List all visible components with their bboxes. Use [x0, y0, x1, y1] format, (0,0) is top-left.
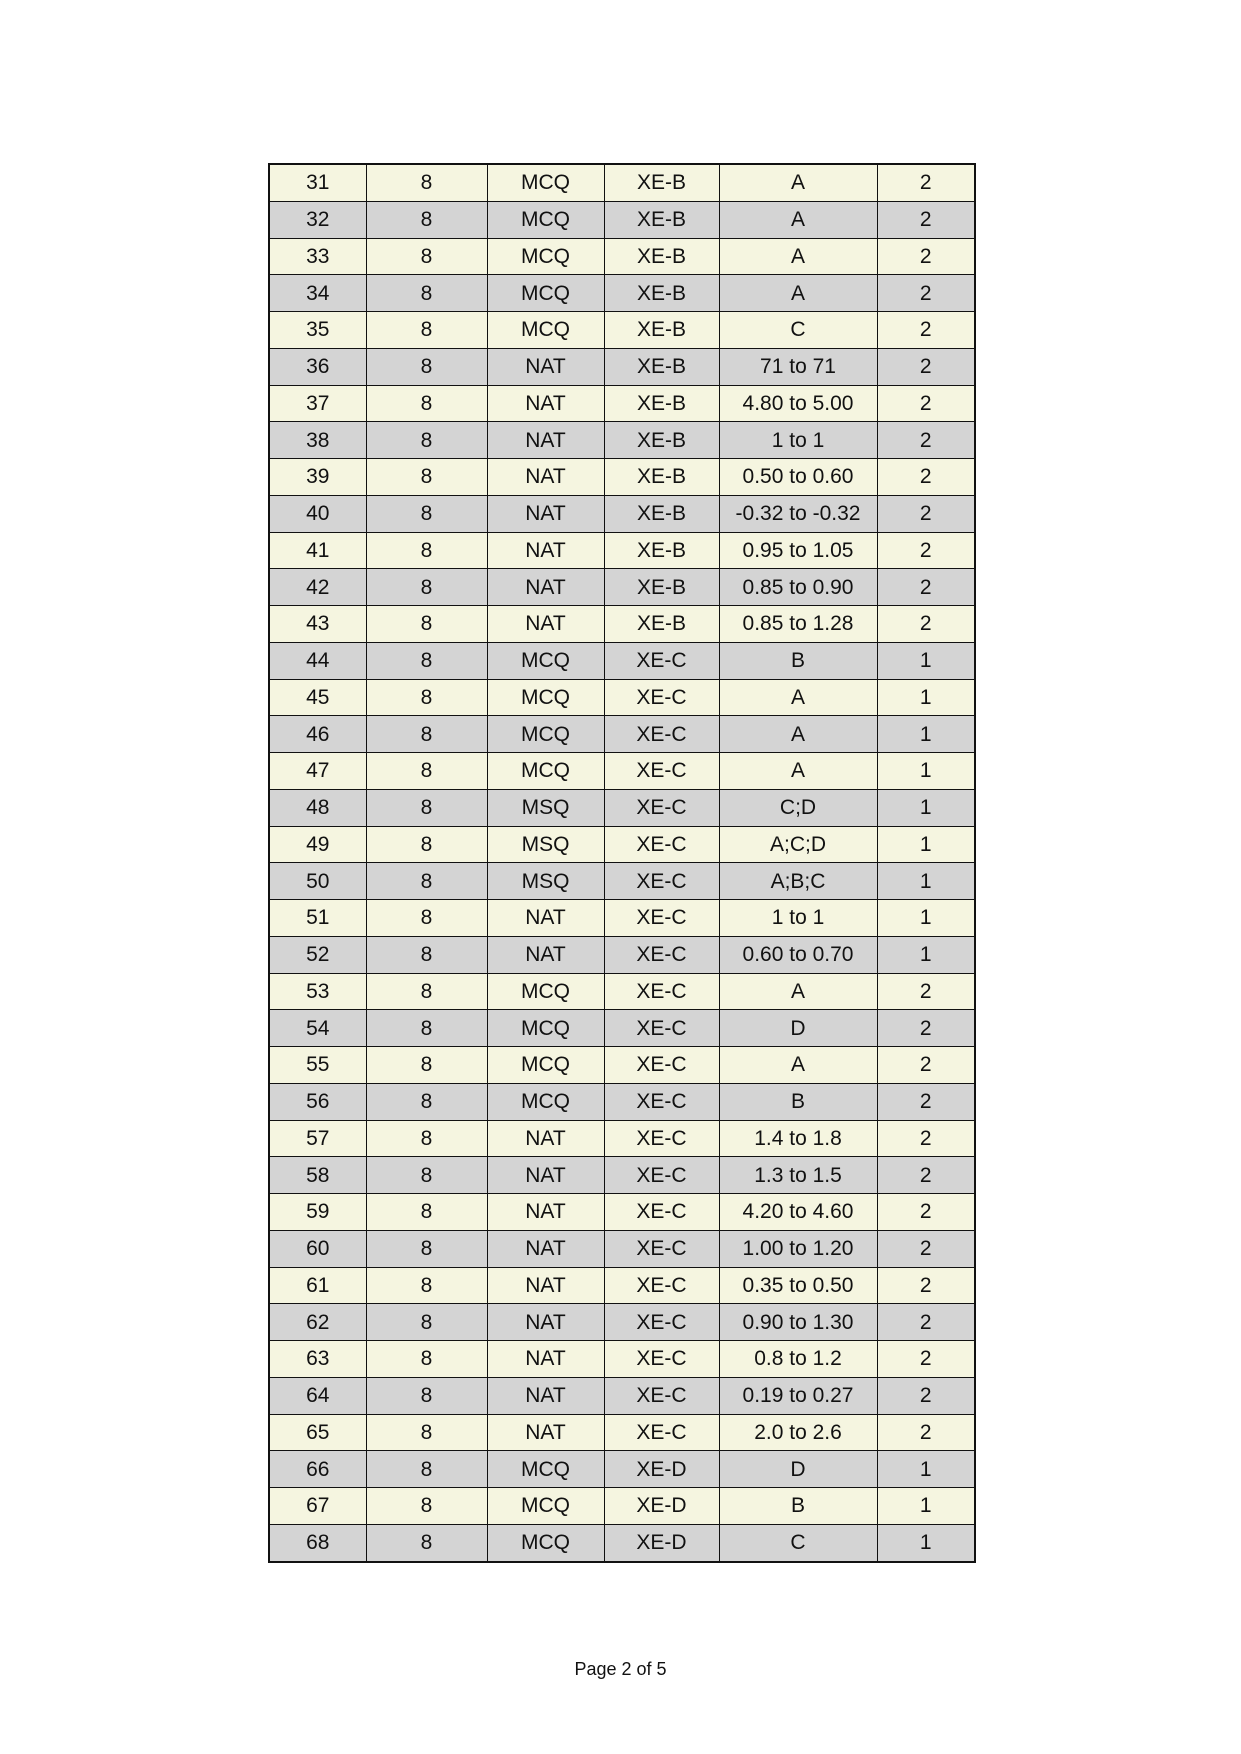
- answer-key-cell: 0.85 to 0.90: [719, 569, 877, 606]
- table-row: [269, 1377, 975, 1414]
- answer-key-cell: A;C;D: [719, 826, 877, 863]
- question-type-cell: NAT: [487, 1194, 604, 1231]
- marks-cell: 1: [877, 1488, 975, 1525]
- question-number-cell: 45: [269, 679, 366, 716]
- marks-cell: 2: [877, 1047, 975, 1084]
- session-cell: 8: [366, 1194, 487, 1231]
- session-cell: 8: [366, 275, 487, 312]
- table-row: [269, 1194, 975, 1231]
- marks-cell: 2: [877, 1194, 975, 1231]
- table-row: [269, 826, 975, 863]
- session-cell: 8: [366, 385, 487, 422]
- question-type-cell: MCQ: [487, 238, 604, 275]
- question-number-cell: 52: [269, 936, 366, 973]
- answer-key-cell: -0.32 to -0.32: [719, 495, 877, 532]
- marks-cell: 2: [877, 385, 975, 422]
- answer-key-cell: 4.80 to 5.00: [719, 385, 877, 422]
- section-cell: XE-C: [604, 1083, 719, 1120]
- question-type-cell: NAT: [487, 606, 604, 643]
- table-row: [269, 495, 975, 532]
- question-type-cell: NAT: [487, 1341, 604, 1378]
- marks-cell: 2: [877, 1267, 975, 1304]
- question-number-cell: 34: [269, 275, 366, 312]
- question-number-cell: 33: [269, 238, 366, 275]
- marks-cell: 1: [877, 642, 975, 679]
- question-type-cell: MCQ: [487, 973, 604, 1010]
- marks-cell: 1: [877, 716, 975, 753]
- marks-cell: 1: [877, 1451, 975, 1488]
- session-cell: 8: [366, 716, 487, 753]
- marks-cell: 2: [877, 1377, 975, 1414]
- answer-key-cell: 1.4 to 1.8: [719, 1120, 877, 1157]
- question-type-cell: NAT: [487, 1304, 604, 1341]
- question-number-cell: 61: [269, 1267, 366, 1304]
- table-row: [269, 1157, 975, 1194]
- session-cell: 8: [366, 1524, 487, 1561]
- marks-cell: 2: [877, 238, 975, 275]
- question-type-cell: NAT: [487, 1267, 604, 1304]
- section-cell: XE-C: [604, 1047, 719, 1084]
- table-row: [269, 900, 975, 937]
- marks-cell: 2: [877, 532, 975, 569]
- question-number-cell: 54: [269, 1010, 366, 1047]
- question-type-cell: NAT: [487, 495, 604, 532]
- question-number-cell: 59: [269, 1194, 366, 1231]
- section-cell: XE-D: [604, 1451, 719, 1488]
- answer-key-cell: A: [719, 716, 877, 753]
- question-number-cell: 47: [269, 753, 366, 790]
- table-row: [269, 753, 975, 790]
- question-type-cell: MCQ: [487, 642, 604, 679]
- table-row: [269, 532, 975, 569]
- section-cell: XE-C: [604, 1377, 719, 1414]
- section-cell: XE-B: [604, 495, 719, 532]
- answer-key-cell: 1.3 to 1.5: [719, 1157, 877, 1194]
- question-number-cell: 36: [269, 348, 366, 385]
- marks-cell: 2: [877, 164, 975, 201]
- question-type-cell: MCQ: [487, 1488, 604, 1525]
- question-type-cell: NAT: [487, 1377, 604, 1414]
- question-number-cell: 35: [269, 312, 366, 349]
- table-row: [269, 385, 975, 422]
- section-cell: XE-B: [604, 312, 719, 349]
- session-cell: 8: [366, 606, 487, 643]
- answer-key-cell: A;B;C: [719, 863, 877, 900]
- answer-key-table: [268, 163, 976, 1563]
- answer-key-cell: B: [719, 642, 877, 679]
- marks-cell: 2: [877, 422, 975, 459]
- question-number-cell: 57: [269, 1120, 366, 1157]
- section-cell: XE-C: [604, 1230, 719, 1267]
- answer-key-cell: A: [719, 275, 877, 312]
- question-number-cell: 39: [269, 459, 366, 496]
- marks-cell: 2: [877, 1414, 975, 1451]
- section-cell: XE-C: [604, 1194, 719, 1231]
- section-cell: XE-C: [604, 1304, 719, 1341]
- table-row: [269, 1341, 975, 1378]
- session-cell: 8: [366, 863, 487, 900]
- section-cell: XE-B: [604, 606, 719, 643]
- session-cell: 8: [366, 201, 487, 238]
- answer-key-cell: 1 to 1: [719, 900, 877, 937]
- question-type-cell: NAT: [487, 936, 604, 973]
- section-cell: XE-B: [604, 348, 719, 385]
- section-cell: XE-C: [604, 1414, 719, 1451]
- section-cell: XE-B: [604, 238, 719, 275]
- session-cell: 8: [366, 495, 487, 532]
- marks-cell: 2: [877, 569, 975, 606]
- answer-key-cell: 2.0 to 2.6: [719, 1414, 877, 1451]
- section-cell: XE-C: [604, 716, 719, 753]
- question-type-cell: MCQ: [487, 1451, 604, 1488]
- section-cell: XE-C: [604, 753, 719, 790]
- answer-key-cell: 1.00 to 1.20: [719, 1230, 877, 1267]
- question-number-cell: 44: [269, 642, 366, 679]
- question-number-cell: 64: [269, 1377, 366, 1414]
- session-cell: 8: [366, 753, 487, 790]
- section-cell: XE-C: [604, 863, 719, 900]
- question-number-cell: 42: [269, 569, 366, 606]
- session-cell: 8: [366, 1414, 487, 1451]
- marks-cell: 2: [877, 275, 975, 312]
- session-cell: 8: [366, 1304, 487, 1341]
- session-cell: 8: [366, 1341, 487, 1378]
- marks-cell: 2: [877, 312, 975, 349]
- question-type-cell: MCQ: [487, 312, 604, 349]
- marks-cell: 1: [877, 936, 975, 973]
- section-cell: XE-B: [604, 532, 719, 569]
- table-row: [269, 238, 975, 275]
- answer-key-cell: A: [719, 201, 877, 238]
- session-cell: 8: [366, 642, 487, 679]
- question-type-cell: MCQ: [487, 164, 604, 201]
- table-row: [269, 1488, 975, 1525]
- session-cell: 8: [366, 1451, 487, 1488]
- session-cell: 8: [366, 1157, 487, 1194]
- answer-key-cell: 0.95 to 1.05: [719, 532, 877, 569]
- table-row: [269, 1524, 975, 1561]
- answer-key-cell: A: [719, 164, 877, 201]
- question-number-cell: 65: [269, 1414, 366, 1451]
- question-number-cell: 50: [269, 863, 366, 900]
- session-cell: 8: [366, 164, 487, 201]
- session-cell: 8: [366, 973, 487, 1010]
- table-row: [269, 1083, 975, 1120]
- question-number-cell: 53: [269, 973, 366, 1010]
- question-number-cell: 63: [269, 1341, 366, 1378]
- session-cell: 8: [366, 532, 487, 569]
- question-type-cell: NAT: [487, 900, 604, 937]
- table-row: [269, 348, 975, 385]
- marks-cell: 2: [877, 1083, 975, 1120]
- table-row: [269, 422, 975, 459]
- answer-key-cell: 0.35 to 0.50: [719, 1267, 877, 1304]
- session-cell: 8: [366, 569, 487, 606]
- table-row: [269, 201, 975, 238]
- marks-cell: 1: [877, 753, 975, 790]
- section-cell: XE-C: [604, 679, 719, 716]
- table-row: [269, 1230, 975, 1267]
- session-cell: 8: [366, 238, 487, 275]
- answer-key-cell: A: [719, 238, 877, 275]
- session-cell: 8: [366, 459, 487, 496]
- session-cell: 8: [366, 1047, 487, 1084]
- question-type-cell: MCQ: [487, 753, 604, 790]
- table-row: [269, 679, 975, 716]
- answer-key-cell: C: [719, 312, 877, 349]
- question-type-cell: MSQ: [487, 826, 604, 863]
- answer-key-cell: C: [719, 1524, 877, 1561]
- question-number-cell: 60: [269, 1230, 366, 1267]
- session-cell: 8: [366, 936, 487, 973]
- answer-key-cell: D: [719, 1451, 877, 1488]
- marks-cell: 2: [877, 495, 975, 532]
- table-row: [269, 1304, 975, 1341]
- section-cell: XE-C: [604, 900, 719, 937]
- question-type-cell: MCQ: [487, 1010, 604, 1047]
- answer-key-cell: 0.8 to 1.2: [719, 1341, 877, 1378]
- question-type-cell: MCQ: [487, 201, 604, 238]
- answer-key-cell: B: [719, 1083, 877, 1120]
- question-type-cell: NAT: [487, 569, 604, 606]
- answer-key-cell: B: [719, 1488, 877, 1525]
- question-number-cell: 37: [269, 385, 366, 422]
- marks-cell: 2: [877, 1120, 975, 1157]
- answer-key-cell: A: [719, 753, 877, 790]
- question-type-cell: NAT: [487, 459, 604, 496]
- marks-cell: 1: [877, 863, 975, 900]
- section-cell: XE-B: [604, 275, 719, 312]
- session-cell: 8: [366, 1267, 487, 1304]
- answer-key-cell: 0.85 to 1.28: [719, 606, 877, 643]
- section-cell: XE-C: [604, 1120, 719, 1157]
- question-type-cell: MCQ: [487, 1524, 604, 1561]
- question-type-cell: NAT: [487, 1157, 604, 1194]
- section-cell: XE-C: [604, 642, 719, 679]
- marks-cell: 1: [877, 1524, 975, 1561]
- question-type-cell: NAT: [487, 348, 604, 385]
- section-cell: XE-B: [604, 422, 719, 459]
- table-row: [269, 789, 975, 826]
- session-cell: 8: [366, 1010, 487, 1047]
- section-cell: XE-D: [604, 1524, 719, 1561]
- question-number-cell: 49: [269, 826, 366, 863]
- session-cell: 8: [366, 1488, 487, 1525]
- marks-cell: 2: [877, 973, 975, 1010]
- answer-key-cell: 71 to 71: [719, 348, 877, 385]
- answer-key-cell: C;D: [719, 789, 877, 826]
- section-cell: XE-C: [604, 1157, 719, 1194]
- marks-cell: 2: [877, 348, 975, 385]
- table-row: [269, 1120, 975, 1157]
- marks-cell: 2: [877, 606, 975, 643]
- marks-cell: 1: [877, 679, 975, 716]
- marks-cell: 2: [877, 1230, 975, 1267]
- marks-cell: 2: [877, 1010, 975, 1047]
- table-row: [269, 164, 975, 201]
- table-row: [269, 312, 975, 349]
- question-number-cell: 31: [269, 164, 366, 201]
- answer-key-cell: 4.20 to 4.60: [719, 1194, 877, 1231]
- table-row: [269, 1451, 975, 1488]
- marks-cell: 1: [877, 789, 975, 826]
- section-cell: XE-C: [604, 1010, 719, 1047]
- section-cell: XE-C: [604, 936, 719, 973]
- session-cell: 8: [366, 1230, 487, 1267]
- table-row: [269, 275, 975, 312]
- section-cell: XE-B: [604, 164, 719, 201]
- answer-key-cell: A: [719, 1047, 877, 1084]
- answer-key-cell: A: [719, 973, 877, 1010]
- question-number-cell: 38: [269, 422, 366, 459]
- answer-key-cell: 0.50 to 0.60: [719, 459, 877, 496]
- question-number-cell: 46: [269, 716, 366, 753]
- page-number: Page 2 of 5: [574, 1659, 667, 1679]
- session-cell: 8: [366, 789, 487, 826]
- question-type-cell: NAT: [487, 532, 604, 569]
- question-number-cell: 67: [269, 1488, 366, 1525]
- answer-key-cell: 1 to 1: [719, 422, 877, 459]
- question-type-cell: NAT: [487, 385, 604, 422]
- session-cell: 8: [366, 348, 487, 385]
- section-cell: XE-C: [604, 1341, 719, 1378]
- question-type-cell: MCQ: [487, 1083, 604, 1120]
- question-type-cell: MSQ: [487, 789, 604, 826]
- answer-key-table-body: [269, 164, 975, 1562]
- session-cell: 8: [366, 679, 487, 716]
- question-number-cell: 51: [269, 900, 366, 937]
- section-cell: XE-C: [604, 826, 719, 863]
- section-cell: XE-D: [604, 1488, 719, 1525]
- section-cell: XE-B: [604, 459, 719, 496]
- question-type-cell: MCQ: [487, 275, 604, 312]
- question-number-cell: 66: [269, 1451, 366, 1488]
- table-row: [269, 1267, 975, 1304]
- question-number-cell: 40: [269, 495, 366, 532]
- question-number-cell: 32: [269, 201, 366, 238]
- session-cell: 8: [366, 312, 487, 349]
- answer-key-cell: 0.19 to 0.27: [719, 1377, 877, 1414]
- session-cell: 8: [366, 1083, 487, 1120]
- question-number-cell: 58: [269, 1157, 366, 1194]
- session-cell: 8: [366, 826, 487, 863]
- marks-cell: 2: [877, 1341, 975, 1378]
- section-cell: XE-C: [604, 973, 719, 1010]
- question-type-cell: MCQ: [487, 1047, 604, 1084]
- marks-cell: 1: [877, 900, 975, 937]
- question-number-cell: 43: [269, 606, 366, 643]
- section-cell: XE-C: [604, 789, 719, 826]
- question-number-cell: 55: [269, 1047, 366, 1084]
- question-number-cell: 68: [269, 1524, 366, 1561]
- table-row: [269, 1010, 975, 1047]
- question-number-cell: 41: [269, 532, 366, 569]
- marks-cell: 2: [877, 1304, 975, 1341]
- session-cell: 8: [366, 422, 487, 459]
- answer-key-cell: 0.60 to 0.70: [719, 936, 877, 973]
- table-row: [269, 863, 975, 900]
- section-cell: XE-B: [604, 569, 719, 606]
- table-row: [269, 606, 975, 643]
- question-type-cell: NAT: [487, 1414, 604, 1451]
- question-type-cell: NAT: [487, 1120, 604, 1157]
- answer-key-cell: A: [719, 679, 877, 716]
- section-cell: XE-C: [604, 1267, 719, 1304]
- table-row: [269, 1414, 975, 1451]
- question-number-cell: 62: [269, 1304, 366, 1341]
- marks-cell: 1: [877, 826, 975, 863]
- question-type-cell: MCQ: [487, 716, 604, 753]
- question-type-cell: NAT: [487, 422, 604, 459]
- question-type-cell: NAT: [487, 1230, 604, 1267]
- question-number-cell: 48: [269, 789, 366, 826]
- table-row: [269, 459, 975, 496]
- section-cell: XE-B: [604, 385, 719, 422]
- table-row: [269, 569, 975, 606]
- answer-key-cell: 0.90 to 1.30: [719, 1304, 877, 1341]
- session-cell: 8: [366, 900, 487, 937]
- session-cell: 8: [366, 1377, 487, 1414]
- table-row: [269, 1047, 975, 1084]
- table-row: [269, 716, 975, 753]
- section-cell: XE-B: [604, 201, 719, 238]
- table-row: [269, 642, 975, 679]
- question-type-cell: MSQ: [487, 863, 604, 900]
- answer-key-cell: D: [719, 1010, 877, 1047]
- question-type-cell: MCQ: [487, 679, 604, 716]
- table-row: [269, 936, 975, 973]
- marks-cell: 2: [877, 459, 975, 496]
- session-cell: 8: [366, 1120, 487, 1157]
- marks-cell: 2: [877, 201, 975, 238]
- marks-cell: 2: [877, 1157, 975, 1194]
- table-row: [269, 973, 975, 1010]
- question-number-cell: 56: [269, 1083, 366, 1120]
